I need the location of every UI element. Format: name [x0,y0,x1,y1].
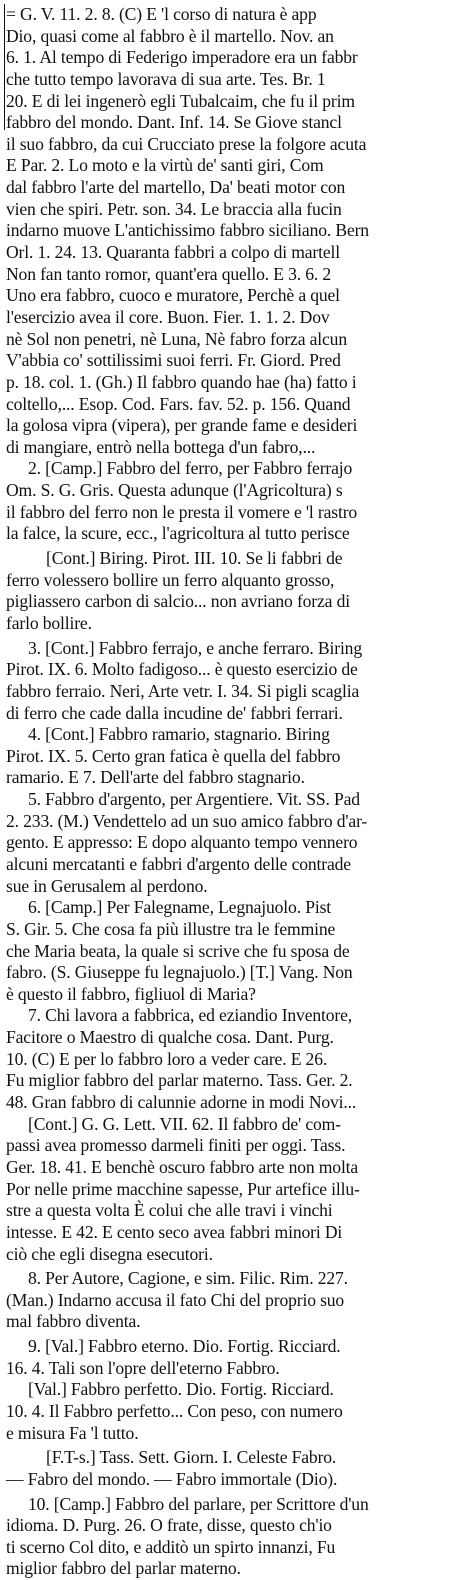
text-line: 10. (C) E per lo fabbro loro a veder care. E 26. [6,1048,328,1069]
text-line: 16. 4. Tali son l'opre dell'eterno Fabbro. [6,1357,280,1378]
sense-heading: [F.T-s.] Tass. Sett. Giorn. I. Celeste Fabro. [46,1447,337,1468]
text-line: Non fan tanto romor, quant'era quello. E 3. 6. 2 [6,263,332,284]
text-line: = G. V. 11. 2. 8. (C) E 'l corso di natura è app [6,4,317,24]
text-line: 2. 233. (M.) Vendettelo ad un suo amico fabbro d'ar- [6,810,368,831]
text-line: pigliassero carbon di salcio... non avriano forza di [6,591,350,612]
text-line: (Man.) Indarno accusa il fato Chi del proprio suo [6,1289,345,1310]
sense-heading: 4. [Cont.] Fabbro ramario, stagnario. Biring [28,724,330,745]
text-line: ciò che egli disegna esecutori. [6,1243,213,1264]
text-line: Uno era fabbro, cuoco e muratore, Perchè a quel [6,285,340,306]
sense-heading: [Cont.] Biring. Pirot. III. 10. Se li fabbri de [46,548,343,569]
text-line: p. 18. col. 1. (Gh.) Il fabbro quando hae (ha) fatto i [6,371,357,392]
text-line: idioma. D. Purg. 26. O frate, disse, questo ch'io [6,1515,332,1536]
text-line: — Fabro del mondo. — Fabro immortale (Dio). [6,1468,338,1489]
entry-cont-7 [6,1114,449,1265]
text-line: passi avea promesso darmeli finiti per oggi. Tass. [6,1135,346,1156]
sense-heading: 2. [Camp.] Fabbro del ferro, per Fabbro ferrajo [28,458,353,479]
margin-rule [4,4,5,130]
sense-heading: 9. [Val.] Fabbro eterno. Dio. Fortig. Ricciard. [28,1336,341,1357]
text-line: miglior fabbro del parlar materno. [6,1558,241,1579]
text-line: mal fabbro diventa. [6,1311,141,1332]
entry-val-9 [6,1379,449,1444]
sense-heading: 8. Per Autore, Cagione, e sim. Filic. Rim. 227. [28,1268,348,1289]
text-line: Dio, quasi come al fabbro è il martello. Nov. an [6,25,334,46]
text-line: Fu miglior fabbro del parlar materno. Tass. Ger. 2. [6,1070,353,1091]
entry-sense-9 [6,1336,449,1379]
text-line: e misura Fa 'l tutto. [6,1422,139,1443]
text-line: coltello,... Esop. Cod. Fars. fav. 52. p. 156. Quand [6,393,351,414]
text-line: Facitore o Maestro di qualche cosa. Dant. Purg. [6,1027,334,1048]
text-line: Por nelle prime macchine sapesse, Pur artefice illu- [6,1178,360,1199]
text-line: il fabbro del ferro non le presta il vomere e 'l rastro [6,501,358,522]
entry-sense-2 [6,458,449,545]
text-line: gento. E appresso: E dopo alquanto tempo vennero [6,832,358,853]
entry-sense-3 [6,638,449,725]
text-line: la golosa vipra (vipera), per grande fame e desideri [6,415,358,436]
entry-sense-4 [6,724,449,789]
text-line: di mangiare, entrò nella bottega d'un fabro,... [6,436,316,457]
text-line: che Maria beata, la quale si scrive che fu sposa de [6,940,350,961]
text-line: di ferro che cade dalla incudine de' fabbri ferrari. [6,702,343,723]
sense-heading: 6. [Camp.] Per Falegname, Legnajuolo. Pist [28,897,331,918]
text-line: ramario. E 7. Dell'arte del fabbro stagnario. [6,767,305,788]
text-line: la falce, la scure, ecc., l'agricoltura al tutto perisce [6,523,350,544]
entry-fts-9 [6,1447,449,1490]
text-line: 20. E di lei ingenerò egli Tubalcaim, che fu il prim [6,90,355,111]
text-line: indarno muove L'antichissimo fabbro siciliano. Bern [6,220,369,241]
text-line: Pirot. IX. 5. Certo gran fatica è quella del fabbro [6,745,341,766]
text-line: fabbro del mondo. Dant. Inf. 14. Se Giove stancl [6,112,342,133]
text-line: stre a questa volta È colui che alle travi i vinchi [6,1200,333,1221]
text-line: alcuni mercatanti e fabbri d'argento delle contrade [6,853,351,874]
text-line: 48. Gran fabbro di calunnie adorne in modi Novi... [6,1092,357,1113]
text-line: 6. 1. Al tempo di Federigo imperadore era un fabbr [6,47,358,68]
text-line: Pirot. IX. 6. Molto fadigoso... è questo esercizio de [6,659,358,680]
text-line: V'abbia co' sottilissimi suoi ferri. Fr. Giord. Pred [6,350,341,371]
sense-heading: [Cont.] G. G. Lett. VII. 62. Il fabbro de' com- [28,1113,341,1134]
text-line: il suo fabbro, da cui Crucciato prese la folgore acuta [6,133,367,154]
entry-sense-5 [6,789,449,897]
sense-heading: [Val.] Fabbro perfetto. Dio. Fortig. Ricciard. [28,1379,334,1400]
text-line: ferro volessero bollire un ferro alquanto grosso, [6,569,335,590]
entry-sense-8 [6,1268,449,1333]
sense-heading: 7. Chi lavora a fabbrica, ed eziandio Inventore, [28,1005,353,1026]
text-line: S. Gir. 5. Che cosa fa più illustre tra le femmine [6,918,336,939]
text-line: ti scerno Col dito, e additò un spirto innanzi, Fu [6,1536,336,1557]
text-line: che tutto tempo lavorava di sua arte. Tes. Br. 1 [6,68,326,89]
text-line: nè Sol non penetri, nè Luna, Nè fabro forza alcun [6,328,347,349]
text-line: dal fabbro l'arte del martello, Da' beati motor con [6,177,346,198]
text-line: farlo bollire. [6,612,92,633]
sense-heading: 10. [Camp.] Fabbro del parlare, per Scrittore d'un [28,1493,369,1514]
entry-sense-6 [6,897,449,1005]
text-line: sue in Gerusalem al perdono. [6,875,208,896]
text-line: E Par. 2. Lo moto e la virtù de' santi giri, Com [6,155,324,176]
text-line: l'esercizio avea il core. Buon. Fier. 1. 1. 2. Dov [6,306,330,327]
text-line: intesse. E 42. E cento seco avea fabbri minori Di [6,1221,343,1242]
entry-cont-2 [6,548,449,635]
text-line: Orl. 1. 24. 13. Quaranta fabbri a colpo di martell [6,242,341,263]
entry-sense-7 [6,1005,449,1113]
text-line: Ger. 18. 41. E benchè oscuro fabbro arte non molta [6,1156,359,1177]
text-line: Om. S. G. Gris. Questa adunque (l'Agricoltura) s [6,480,343,501]
text-line: è questo il fabbro, figliuol di Maria? [6,983,256,1004]
text-line: 10. 4. Il Fabbro perfetto... Con peso, con numero [6,1401,343,1421]
text-line: vien che spiri. Petr. son. 34. Le braccia alla fucin [6,198,342,219]
sense-heading: 3. [Cont.] Fabbro ferrajo, e anche ferraro. Biring [28,637,362,658]
text-line: fabro. (S. Giuseppe fu legnajuolo.) [T.] Vang. Non [6,962,353,983]
entry-sense-10 [6,1494,449,1580]
text-line: fabbro ferraio. Neri, Arte vetr. I. 34. Si pigli scaglia [6,680,360,701]
sense-heading: 5. Fabbro d'argento, per Argentiere. Vit. SS. Pad [28,789,360,810]
entry-main [6,4,449,458]
